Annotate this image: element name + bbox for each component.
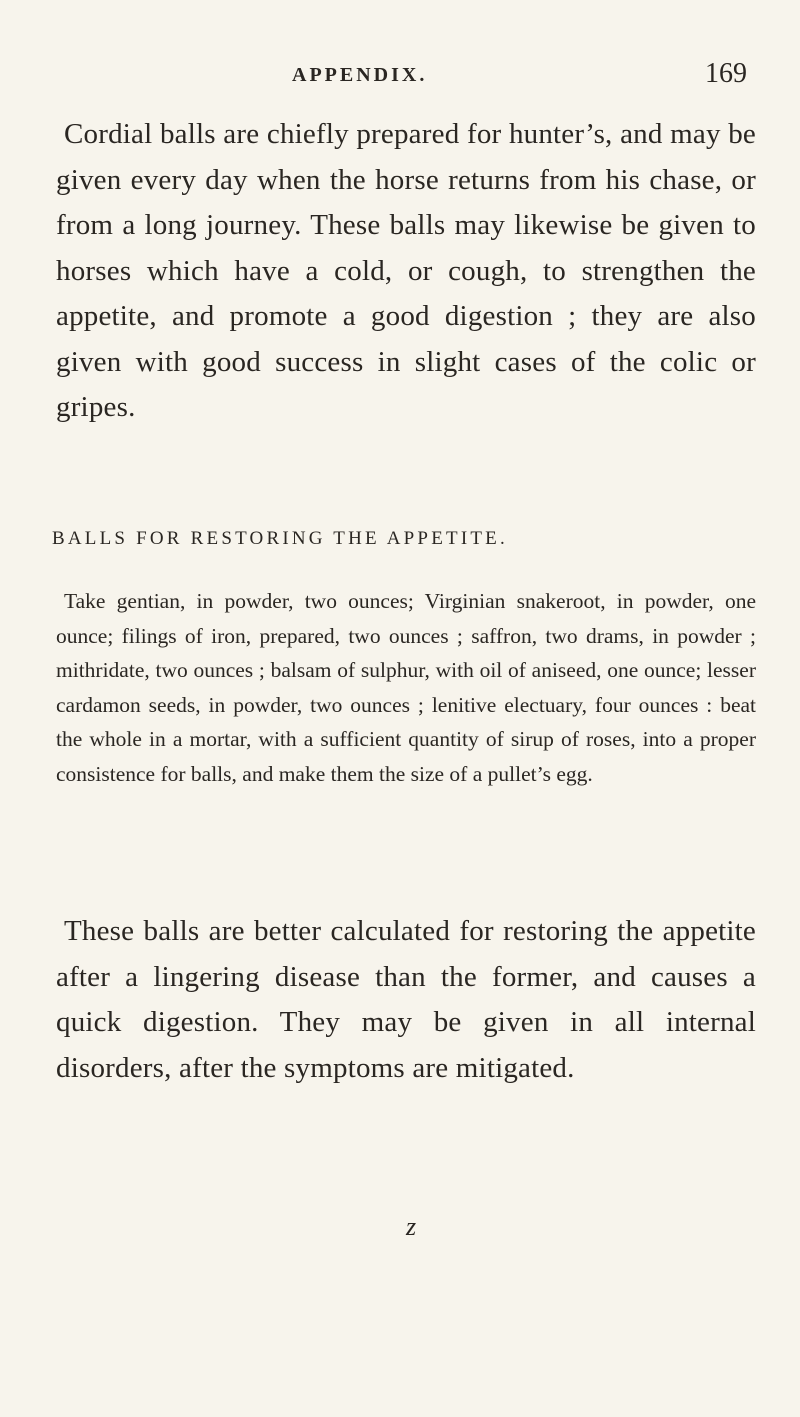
header-title: APPENDIX. bbox=[292, 64, 428, 86]
section-heading: BALLS FOR RESTORING THE APPETITE. bbox=[52, 528, 508, 549]
signature-mark: z bbox=[406, 1212, 417, 1241]
intro-paragraph: Cordial balls are chiefly prepared for hunter’s, and may be given every day when the horse returns from his chase, or from a long journey. These balls may likewise be given to horses which have a cold, or cough, to strengthen the appetite, and promote a good digestion ; they are also given with good success in slight cases of the colic or gripes. bbox=[56, 118, 756, 423]
recipe-paragraph: Take gentian, in powder, two ounces; Virginian snakeroot, in powder, one ounce; filings of iron, prepared, two ounces ; saffron, two drams, in powder ; mithridate, two ounces ; balsam of sulphur, with oil of aniseed, one ounce; lesser cardamon seeds, in powder, two ounces ; lenitive electuary, four ounces : beat the whole in a mortar, with a sufficient quantity of sirup of roses, into a proper consistence for balls, and make them the size of a pullet’s egg. bbox=[56, 589, 756, 786]
closing-paragraph: These balls are better calculated for restoring the appetite after a lingering disease than the former, and causes a quick digestion. They may be given in all internal disorders, after the symptoms are mitigated. bbox=[56, 915, 756, 1084]
running-head bbox=[0, 58, 800, 98]
page-number: 169 bbox=[705, 58, 747, 89]
